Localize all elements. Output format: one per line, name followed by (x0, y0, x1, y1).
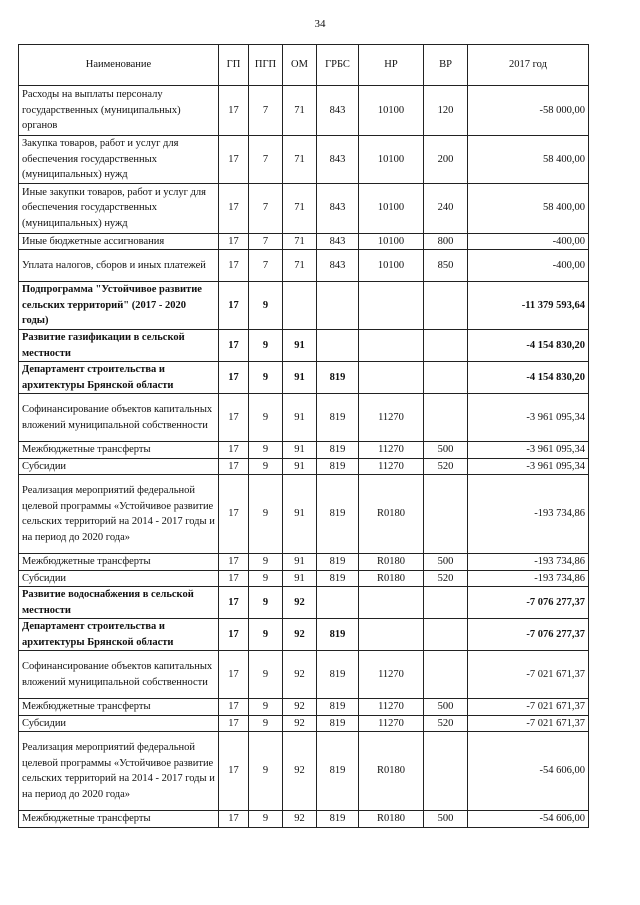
cell-nr (359, 362, 424, 394)
table-row (19, 458, 589, 475)
cell-gp: 17 (219, 442, 249, 459)
cell-pgp: 7 (249, 250, 283, 282)
cell-amount: -7 021 671,37 (468, 715, 589, 732)
cell-gp: 17 (219, 362, 249, 394)
cell-om: 92 (283, 732, 317, 811)
cell-nr: 10100 (359, 233, 424, 250)
header-pgp: ПГП (249, 45, 283, 86)
table-row (19, 330, 589, 362)
cell-amount: -11 379 593,64 (468, 282, 589, 330)
cell-grbs: 819 (317, 651, 359, 699)
cell-grbs: 843 (317, 86, 359, 136)
cell-vr (424, 587, 468, 619)
table-row (19, 475, 589, 554)
cell-vr (424, 362, 468, 394)
cell-vr: 500 (424, 699, 468, 716)
cell-vr (424, 475, 468, 554)
cell-amount: -7 076 277,37 (468, 619, 589, 651)
cell-amount: -193 734,86 (468, 570, 589, 587)
cell-name: Субсидии (19, 715, 219, 732)
cell-om: 92 (283, 587, 317, 619)
table-row (19, 570, 589, 587)
cell-nr (359, 619, 424, 651)
cell-amount: -193 734,86 (468, 554, 589, 571)
cell-amount: -7 076 277,37 (468, 587, 589, 619)
cell-name: Развитие водоснабжения в сельской местности (19, 587, 219, 619)
table-body (19, 86, 589, 828)
cell-nr (359, 587, 424, 619)
cell-gp: 17 (219, 458, 249, 475)
cell-amount: -54 606,00 (468, 811, 589, 828)
cell-amount: 58 400,00 (468, 183, 589, 233)
table-row (19, 394, 589, 442)
cell-amount: -3 961 095,34 (468, 458, 589, 475)
header-nr: НР (359, 45, 424, 86)
cell-nr: 11270 (359, 699, 424, 716)
cell-om: 91 (283, 394, 317, 442)
cell-vr: 850 (424, 250, 468, 282)
table-row (19, 250, 589, 282)
cell-gp: 17 (219, 233, 249, 250)
table-row (19, 282, 589, 330)
cell-amount: -3 961 095,34 (468, 442, 589, 459)
cell-name: Субсидии (19, 570, 219, 587)
cell-pgp: 9 (249, 475, 283, 554)
header-amount: 2017 год (468, 45, 589, 86)
cell-pgp: 9 (249, 554, 283, 571)
cell-pgp: 9 (249, 651, 283, 699)
cell-om: 71 (283, 86, 317, 136)
cell-pgp: 9 (249, 570, 283, 587)
cell-grbs: 819 (317, 394, 359, 442)
cell-name: Развитие газификации в сельской местности (19, 330, 219, 362)
cell-amount: -7 021 671,37 (468, 651, 589, 699)
cell-nr: 11270 (359, 715, 424, 732)
table-row (19, 619, 589, 651)
cell-nr (359, 282, 424, 330)
cell-vr: 520 (424, 715, 468, 732)
cell-gp: 17 (219, 183, 249, 233)
cell-amount: -193 734,86 (468, 475, 589, 554)
cell-pgp: 9 (249, 458, 283, 475)
cell-name: Межбюджетные трансферты (19, 811, 219, 828)
cell-vr (424, 732, 468, 811)
cell-grbs: 819 (317, 362, 359, 394)
header-om: ОМ (283, 45, 317, 86)
cell-om: 71 (283, 183, 317, 233)
cell-grbs: 819 (317, 475, 359, 554)
cell-nr: R0180 (359, 570, 424, 587)
cell-gp: 17 (219, 570, 249, 587)
cell-grbs: 843 (317, 233, 359, 250)
cell-amount: -54 606,00 (468, 732, 589, 811)
table-row (19, 699, 589, 716)
cell-gp: 17 (219, 811, 249, 828)
cell-gp: 17 (219, 619, 249, 651)
table-header-row (19, 45, 589, 86)
cell-nr: 11270 (359, 394, 424, 442)
cell-grbs: 819 (317, 699, 359, 716)
cell-gp: 17 (219, 282, 249, 330)
header-vr: ВР (424, 45, 468, 86)
cell-grbs: 819 (317, 458, 359, 475)
cell-name: Софинансирование объектов капитальных вложений муниципальной собственности (19, 651, 219, 699)
cell-om: 92 (283, 699, 317, 716)
cell-nr: R0180 (359, 811, 424, 828)
cell-pgp: 7 (249, 86, 283, 136)
cell-pgp: 7 (249, 136, 283, 184)
cell-amount: -7 021 671,37 (468, 699, 589, 716)
cell-vr: 200 (424, 136, 468, 184)
cell-vr: 800 (424, 233, 468, 250)
cell-name: Иные закупки товаров, работ и услуг для обеспечения государственных (муниципальных) нужд (19, 183, 219, 233)
cell-pgp: 9 (249, 330, 283, 362)
cell-om: 71 (283, 250, 317, 282)
cell-grbs (317, 587, 359, 619)
cell-om: 91 (283, 442, 317, 459)
cell-om: 91 (283, 330, 317, 362)
cell-om: 92 (283, 715, 317, 732)
cell-pgp: 9 (249, 699, 283, 716)
cell-vr: 500 (424, 554, 468, 571)
cell-amount: -4 154 830,20 (468, 330, 589, 362)
cell-gp: 17 (219, 554, 249, 571)
cell-gp: 17 (219, 136, 249, 184)
cell-vr (424, 651, 468, 699)
cell-name: Уплата налогов, сборов и иных платежей (19, 250, 219, 282)
cell-om: 91 (283, 554, 317, 571)
cell-nr: 10100 (359, 136, 424, 184)
cell-nr: 10100 (359, 183, 424, 233)
cell-amount: -3 961 095,34 (468, 394, 589, 442)
cell-gp: 17 (219, 330, 249, 362)
cell-name: Реализация мероприятий федеральной целевой программы «Устойчивое развитие сельских территорий на 2014 - 2017 годы и на период до 2020 года» (19, 475, 219, 554)
cell-gp: 17 (219, 475, 249, 554)
cell-name: Межбюджетные трансферты (19, 554, 219, 571)
cell-grbs: 819 (317, 732, 359, 811)
cell-gp: 17 (219, 732, 249, 811)
table-row (19, 362, 589, 394)
cell-grbs (317, 330, 359, 362)
cell-name: Департамент строительства и архитектуры Брянской области (19, 362, 219, 394)
cell-vr: 520 (424, 458, 468, 475)
cell-grbs: 819 (317, 619, 359, 651)
cell-om: 91 (283, 458, 317, 475)
cell-om: 92 (283, 619, 317, 651)
cell-vr: 240 (424, 183, 468, 233)
cell-om: 71 (283, 233, 317, 250)
cell-nr: 11270 (359, 458, 424, 475)
cell-nr: 10100 (359, 86, 424, 136)
cell-name: Субсидии (19, 458, 219, 475)
cell-name: Расходы на выплаты персоналу государственных (муниципальных) органов (19, 86, 219, 136)
cell-pgp: 7 (249, 183, 283, 233)
cell-amount: -58 000,00 (468, 86, 589, 136)
cell-grbs: 843 (317, 136, 359, 184)
header-name: Наименование (19, 45, 219, 86)
table-row (19, 183, 589, 233)
cell-om: 91 (283, 362, 317, 394)
cell-grbs: 843 (317, 250, 359, 282)
cell-pgp: 9 (249, 587, 283, 619)
header-grbs: ГРБС (317, 45, 359, 86)
cell-nr (359, 330, 424, 362)
table-row (19, 715, 589, 732)
cell-name: Закупка товаров, работ и услуг для обеспечения государственных (муниципальных) нужд (19, 136, 219, 184)
cell-name: Реализация мероприятий федеральной целевой программы «Устойчивое развитие сельских территорий на 2014 - 2017 годы и на период до 2020 года» (19, 732, 219, 811)
cell-gp: 17 (219, 86, 249, 136)
cell-grbs: 843 (317, 183, 359, 233)
cell-vr: 520 (424, 570, 468, 587)
header-gp: ГП (219, 45, 249, 86)
cell-name: Подпрограмма "Устойчивое развитие сельских территорий" (2017 - 2020 годы) (19, 282, 219, 330)
cell-nr: R0180 (359, 475, 424, 554)
cell-vr (424, 282, 468, 330)
cell-pgp: 9 (249, 282, 283, 330)
table-row (19, 554, 589, 571)
cell-gp: 17 (219, 651, 249, 699)
budget-table (18, 44, 589, 828)
table-row (19, 651, 589, 699)
cell-om: 91 (283, 570, 317, 587)
cell-nr: 11270 (359, 442, 424, 459)
table-row (19, 442, 589, 459)
cell-vr (424, 619, 468, 651)
cell-om: 92 (283, 651, 317, 699)
cell-om: 91 (283, 475, 317, 554)
cell-pgp: 9 (249, 394, 283, 442)
cell-pgp: 9 (249, 442, 283, 459)
table-row (19, 732, 589, 811)
table-row (19, 587, 589, 619)
cell-gp: 17 (219, 587, 249, 619)
cell-gp: 17 (219, 250, 249, 282)
cell-grbs: 819 (317, 554, 359, 571)
cell-name: Софинансирование объектов капитальных вложений муниципальной собственности (19, 394, 219, 442)
cell-amount: -4 154 830,20 (468, 362, 589, 394)
cell-grbs: 819 (317, 570, 359, 587)
cell-amount: -400,00 (468, 250, 589, 282)
cell-vr: 500 (424, 442, 468, 459)
cell-pgp: 9 (249, 619, 283, 651)
cell-name: Иные бюджетные ассигнования (19, 233, 219, 250)
cell-nr: 10100 (359, 250, 424, 282)
cell-grbs (317, 282, 359, 330)
cell-gp: 17 (219, 394, 249, 442)
cell-vr (424, 330, 468, 362)
cell-name: Департамент строительства и архитектуры Брянской области (19, 619, 219, 651)
page-number: 34 (314, 18, 326, 30)
cell-pgp: 7 (249, 233, 283, 250)
cell-pgp: 9 (249, 811, 283, 828)
cell-name: Межбюджетные трансферты (19, 699, 219, 716)
table-row (19, 86, 589, 136)
table-row (19, 233, 589, 250)
cell-pgp: 9 (249, 715, 283, 732)
cell-grbs: 819 (317, 442, 359, 459)
cell-nr: 11270 (359, 651, 424, 699)
cell-om: 71 (283, 136, 317, 184)
cell-gp: 17 (219, 715, 249, 732)
cell-om: 92 (283, 811, 317, 828)
cell-vr: 120 (424, 86, 468, 136)
table-row (19, 136, 589, 184)
cell-grbs: 819 (317, 715, 359, 732)
cell-amount: -400,00 (468, 233, 589, 250)
cell-om (283, 282, 317, 330)
cell-grbs: 819 (317, 811, 359, 828)
cell-vr: 500 (424, 811, 468, 828)
cell-vr (424, 394, 468, 442)
cell-gp: 17 (219, 699, 249, 716)
cell-amount: 58 400,00 (468, 136, 589, 184)
cell-pgp: 9 (249, 732, 283, 811)
cell-nr: R0180 (359, 554, 424, 571)
cell-pgp: 9 (249, 362, 283, 394)
cell-nr: R0180 (359, 732, 424, 811)
table-row (19, 811, 589, 828)
cell-name: Межбюджетные трансферты (19, 442, 219, 459)
